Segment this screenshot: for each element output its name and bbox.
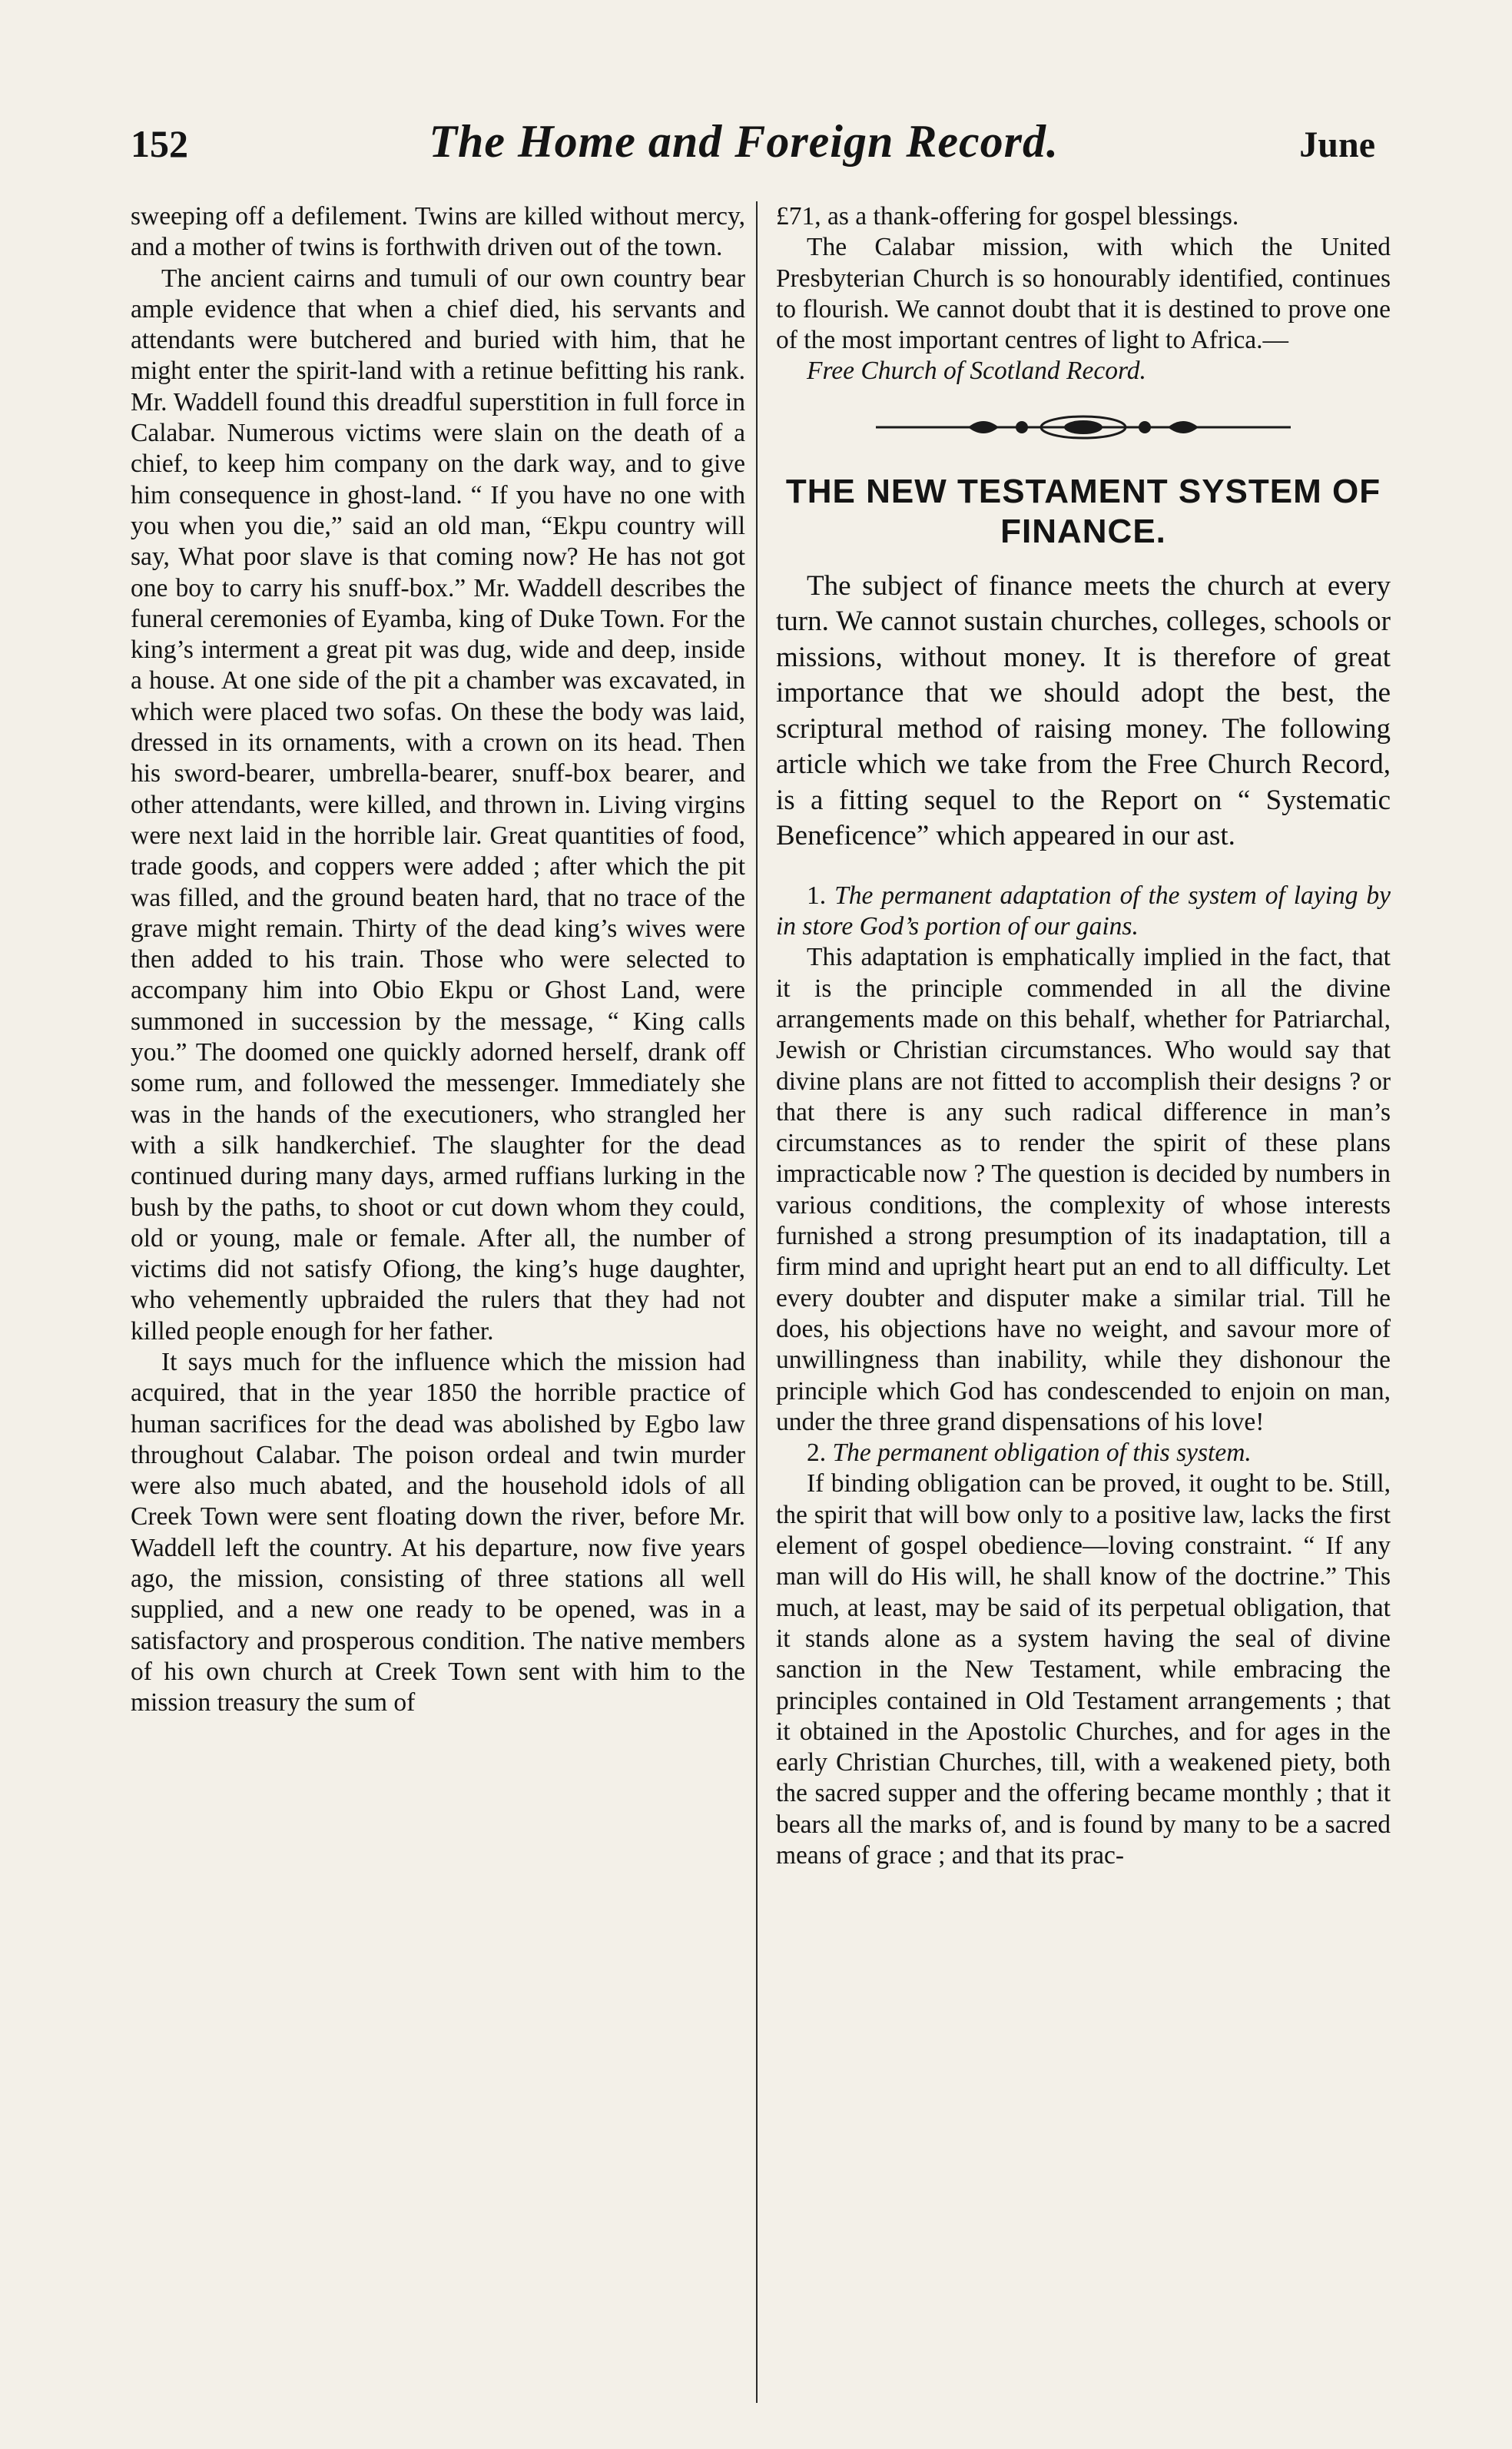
- paragraph: £71, as a thank-offering for gospel blessings.: [776, 202, 1239, 231]
- column-divider: [756, 201, 758, 2403]
- left-column: [131, 201, 745, 1719]
- point-heading: [776, 881, 1391, 943]
- intro-paragraph: The subject of finance meets the church at every turn. We cannot sustain churches, colleges, schools or missions, without money. It is therefore of great importance that we should adopt the best, the scriptural method of raising money. The following article which we take from the Free Church Record, is a fitting sequel to the Report on “ Systematic Beneficence” which appeared in our ast.: [776, 569, 1391, 852]
- paragraph: If binding obligation can be proved, it ought to be. Still, the spirit that will bow only to a positive law, lacks the first element of gospel obedience—loving constraint. “ If any man will do His will, he shall know of the doctrine.” This much, at least, may be said of its perpetual obligation, that it stands alone as a system having the seal of divine sanction in the New Testament, while embracing the principles contained in Old Testament arrangements ; that it obtained in the Apostolic Churches, and for ages in the early Christian Churches, till, with a weakened piety, both the sacred supper and the offering became monthly ; that it bears all the marks of, and is found by many to be a sacred means of grace ; and that its prac-: [776, 1469, 1391, 1870]
- paragraph: It says much for the influence which the mission had acquired, that in the year 1850 the horrible practice of human sacrifices for the dead was abolished by Egbo law throughout Calabar. The poison ordeal and twin murder were also much abated, and the household idols of all Creek Town were sent floating down the river, before Mr. Waddell left the country. At his departure, now five years ago, the mission, consisting of three stations all well supplied, and a new one ready to be opened, was in a satisfactory and prosperous condition. The native members of his own church at Creek Town sent with him to the mission treasury the sum of: [131, 1347, 745, 1717]
- issue-month: June: [1299, 124, 1375, 165]
- page-number: 152: [131, 122, 188, 165]
- paragraph: The ancient cairns and tumuli of our own country bear ample evidence that when a chief died, his servants and attendants were butchered and buried with him, that he might enter the spirit-land with a retinue befitting his rank. Mr. Waddell found this dreadful superstition in full force in Calabar. Numerous victims were slain on the death of a chief, to keep him company on the dark way, and to give him consequence in ghost-land. “ If you have no one with you when you die,” said an old man, “Ekpu country will say, What poor slave is that coming now? He has not got one boy to carry his snuff-box.” Mr. Waddell describes the funeral ceremonies of Eyamba, king of Duke Town. For the king’s interment a great pit was dug, wide and deep, inside a house. At one side of the pit a chamber was excavated, in which were placed two sofas. On these the body was laid, dressed in its ornaments, with a crown on its head. Then his sword-bearer, umbrella-bearer, snuff-box bearer, and other attendants, were killed, and thrown in. Living virgins were next laid in the horrible lair. Great quantities of food, trade goods, and coppers were added ; after which the pit was filled, and the ground beaten hard, that no trace of the grave might remain. Thirty of the dead king’s wives were then added to his train. Those who were selected to accompany him into Obio Ekpu or Ghost Land, were summoned in succession by the message, “ King calls you.” The doomed one quickly adorned herself, drank off some rum, and followed the messenger. Immediately she was in the hands of the executioners, who strangled her with a silk handkerchief. The slaughter for the dead continued during many days, armed ruffians lurking in the bush by the paths, to shoot or cut down whom they could, old or young, male or female. After all, the number of victims did not satisfy Ofiong, the king’s huge daughter, who vehemently upbraided the rulers that they had not killed people enough for her father.: [131, 264, 745, 1346]
- paragraph: sweeping off a defilement. Twins are killed without mercy, and a mother of twins is forthwith driven out of the town.: [131, 202, 745, 262]
- right-column: [776, 201, 1391, 1871]
- point-number: 2.: [807, 1439, 827, 1468]
- source-credit: Free Church of Scotland Record.: [807, 357, 1146, 386]
- point-title: The permanent adaptation of the system of laying by in store God’s portion of our gains.: [776, 881, 1391, 941]
- running-title: The Home and Foreign Record.: [429, 116, 1059, 167]
- ornamental-rule-icon: [776, 404, 1391, 450]
- page-header: [131, 115, 1375, 177]
- point-heading: [776, 1438, 1391, 1468]
- section-title: THE NEW TESTAMENT SYSTEM OF FINANCE.: [785, 472, 1381, 550]
- point-number: 1.: [807, 881, 827, 910]
- paragraph: This adaptation is emphatically implied in the fact, that it is the principle commended in all the divine arrangements made on this behalf, whether for Patriarchal, Jewish or Christian circumstances. Who would say that divine plans are not fitted to accomplish their designs ? or that there is any such radical difference in man’s circumstances as to render the spirit of these plans impracticable now ? The question is decided by numbers in various conditions, the complexity of whose interests furnished a strong presumption of its inadaptation, till a firm mind and upright heart put an end to all difficulty. Let every doubter and disputer make a similar trial. Till he does, his objections have no weight, and savour more of unwillingness than inability, while they dishonour the principle which God has condescended to enjoin on man, under the three grand dispensations of his love!: [776, 943, 1391, 1436]
- point-title: The permanent obligation of this system.: [832, 1439, 1252, 1468]
- paragraph: The Calabar mission, with which the United Presbyterian Church is so honourably identified, continues to flourish. We cannot doubt that it is destined to prove one of the most important centres of light to Africa.—: [776, 233, 1391, 355]
